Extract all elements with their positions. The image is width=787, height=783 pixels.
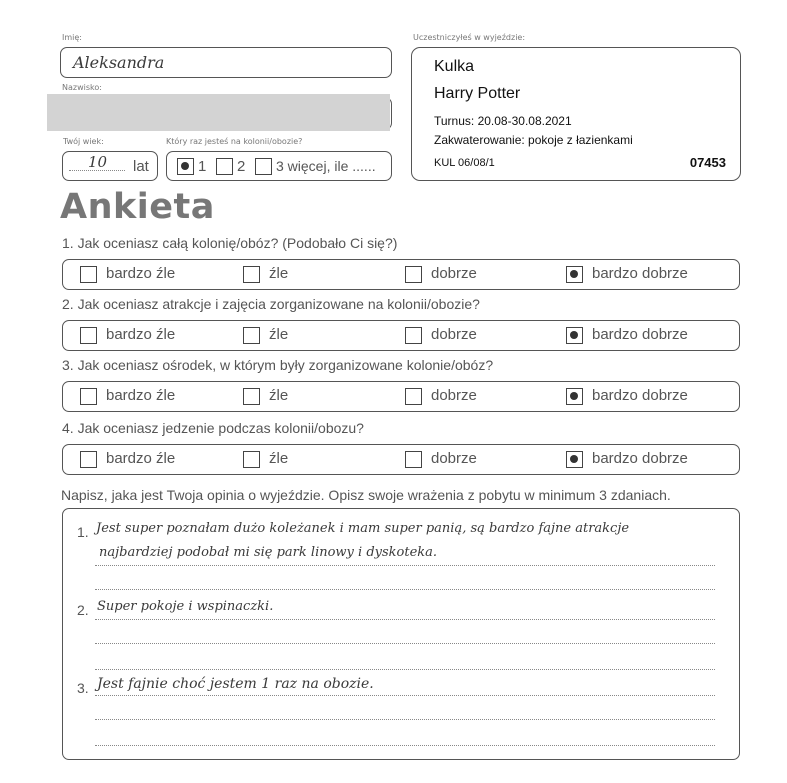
question-1-checkbox-3[interactable] xyxy=(405,266,422,283)
question-3-option-label: bardzo źle xyxy=(106,387,176,404)
trip-info-box xyxy=(411,47,741,181)
times-checkbox-2[interactable] xyxy=(216,158,233,175)
opinion-line-2: Super pokoje i wspinaczki. xyxy=(97,599,274,614)
question-2-option-label: bardzo dobrze xyxy=(592,326,688,343)
rule-line xyxy=(95,643,715,644)
trip-turnus: Turnus: 20.08-30.08.2021 xyxy=(434,114,572,128)
last-name-label: Nazwisko: xyxy=(62,83,102,92)
question-3-checkbox-4[interactable] xyxy=(566,388,583,405)
times-option-3: 3 więcej, ile ...... xyxy=(276,158,376,174)
question-3-text: 3. Jak oceniasz ośrodek, w którym były zorganizowane kolonie/obóz? xyxy=(62,357,494,373)
question-4-checkbox-2[interactable] xyxy=(243,451,260,468)
age-label: Twój wiek: xyxy=(63,137,104,146)
question-4-checkbox-4[interactable] xyxy=(566,451,583,468)
question-3-checkbox-2[interactable] xyxy=(243,388,260,405)
question-3-option-label: dobrze xyxy=(431,387,477,404)
question-2-option-label: źle xyxy=(269,326,289,343)
question-2-checkbox-4[interactable] xyxy=(566,327,583,344)
opinion-line-1b: najbardziej podobał mi się park linowy i dyskoteka. xyxy=(99,545,438,560)
first-name-label: Imię: xyxy=(62,33,82,42)
age-value: 10 xyxy=(88,153,108,171)
question-3-checkbox-3[interactable] xyxy=(405,388,422,405)
times-option-2: 2 xyxy=(237,158,246,175)
opinion-line-1a: Jest super poznałam dużo koleżanek i mam super panią, są bardzo fajne atrakcje xyxy=(96,521,630,536)
rule-line xyxy=(95,589,715,590)
rule-line xyxy=(95,619,715,620)
question-3-option-label: źle xyxy=(269,387,289,404)
age-field[interactable] xyxy=(62,151,158,181)
question-2-checkbox-2[interactable] xyxy=(243,327,260,344)
rule-line xyxy=(95,719,715,720)
question-4-checkbox-1[interactable] xyxy=(80,451,97,468)
age-unit: lat xyxy=(133,158,149,175)
question-3-checkbox-1[interactable] xyxy=(80,388,97,405)
opinion-box[interactable] xyxy=(62,508,740,760)
trip-number: 07453 xyxy=(689,155,726,170)
rule-line xyxy=(95,695,715,696)
question-3-option-label: bardzo dobrze xyxy=(592,387,688,404)
question-1-checkbox-2[interactable] xyxy=(243,266,260,283)
question-1-option-label: źle xyxy=(269,265,289,282)
times-field[interactable] xyxy=(166,151,392,181)
trip-line2: Harry Potter xyxy=(434,85,521,102)
question-2-checkbox-3[interactable] xyxy=(405,327,422,344)
question-4-checkbox-3[interactable] xyxy=(405,451,422,468)
rule-line xyxy=(95,565,715,566)
trip-accommodation: Zakwaterowanie: pokoje z łazienkami xyxy=(434,133,633,147)
question-1-checkbox-4[interactable] xyxy=(566,266,583,283)
question-1-option-label: bardzo źle xyxy=(106,265,176,282)
times-option-1: 1 xyxy=(198,158,207,175)
opinion-num-2: 2. xyxy=(77,602,89,618)
question-4-option-label: bardzo dobrze xyxy=(592,450,688,467)
rule-line xyxy=(95,669,715,670)
opinion-line-3: Jest fajnie choć jestem 1 raz na obozie. xyxy=(97,676,374,692)
question-2-option-label: bardzo źle xyxy=(106,326,176,343)
question-1-checkbox-1[interactable] xyxy=(80,266,97,283)
page-title: Ankieta xyxy=(60,187,215,227)
question-4-option-label: bardzo źle xyxy=(106,450,176,467)
trip-code: KUL 06/08/1 xyxy=(434,157,495,169)
question-1-option-label: dobrze xyxy=(431,265,477,282)
times-checkbox-3[interactable] xyxy=(255,158,272,175)
question-2-text: 2. Jak oceniasz atrakcje i zajęcia zorganizowane na kolonii/obozie? xyxy=(62,296,480,312)
times-checkbox-1[interactable] xyxy=(177,158,194,175)
question-2-checkbox-1[interactable] xyxy=(80,327,97,344)
first-name-value: Aleksandra xyxy=(73,53,165,72)
opinion-prompt: Napisz, jaka jest Twoja opinia o wyjeździe. Opisz swoje wrażenia z pobytu w minimum 3 zdaniach. xyxy=(61,487,671,503)
participated-label: Uczestniczyłeś w wyjeździe: xyxy=(413,33,526,42)
question-4-option-label: źle xyxy=(269,450,289,467)
times-label: Który raz jesteś na kolonii/obozie? xyxy=(166,137,303,146)
rule-line xyxy=(95,745,715,746)
question-1-text: 1. Jak oceniasz całą kolonię/obóz? (Podobało Ci się?) xyxy=(62,235,398,251)
first-name-field[interactable] xyxy=(60,47,392,78)
question-4-option-label: dobrze xyxy=(431,450,477,467)
question-2-option-label: dobrze xyxy=(431,326,477,343)
redaction-block xyxy=(47,94,390,131)
question-1-option-label: bardzo dobrze xyxy=(592,265,688,282)
question-4-text: 4. Jak oceniasz jedzenie podczas kolonii/obozu? xyxy=(62,420,364,436)
opinion-num-3: 3. xyxy=(77,680,89,696)
trip-line1: Kulka xyxy=(434,58,475,75)
opinion-num-1: 1. xyxy=(77,524,89,540)
